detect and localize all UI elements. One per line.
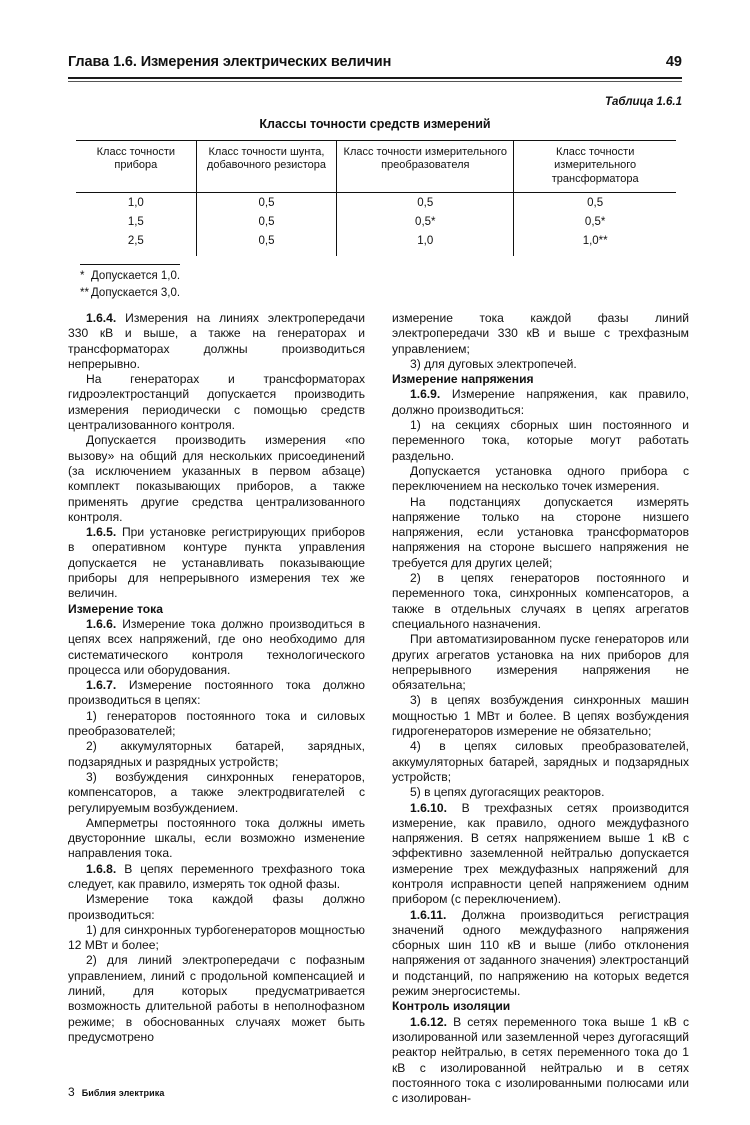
paragraph-single-device: Допускается установка одного прибора с переключением на несколько точек измерения. xyxy=(392,463,689,494)
clause-body: Должна производиться регистрация значений одного междуфазного напряжения сборных шин 110 кВ и выше (либо отклонения напряжения от заданного значения) электростанций и подстанций, по напряжению на которых ведется режим энергосистемы. xyxy=(392,907,689,999)
table-cell: 0,5* xyxy=(337,213,514,232)
table-row xyxy=(76,232,676,256)
list-item-arc-furnaces: 3) для дуговых электропечей. xyxy=(410,356,577,371)
clause-number: 1.6.4. xyxy=(86,311,117,325)
paragraph-1-6-7 xyxy=(68,678,365,709)
header-rule-thin xyxy=(68,81,682,82)
table-header-cell: Класс точности шунта, добавочного резистора xyxy=(196,141,337,193)
list-item-lines: 2) для линий электропередачи с пофазным управлением, линий с продольной компенсацией и линий, для которых предусматривается возможность длительной работы в неполнофазном режиме; в обоснованных случаях может быть предусмотрено xyxy=(68,953,365,1044)
footnote-text: Допускается 1,0. xyxy=(91,270,181,282)
list-item-busbars: 1) на секциях сборных шин постоянного и переменного тока, которые могут работать раздельно. xyxy=(392,418,689,463)
paragraph-continuation: измерение тока каждой фазы линий электропередачи 330 кВ и выше с трехфазным управлением; xyxy=(392,311,689,356)
body-column-right xyxy=(392,311,689,1106)
table-header-cell: Класс точности измерительного преобразователя xyxy=(337,141,514,193)
footnote-item xyxy=(80,285,180,302)
chapter-title: Глава 1.6. Измерения электрических величин xyxy=(68,54,392,70)
footnote-separator-rule xyxy=(80,264,180,265)
signature-number: 3 xyxy=(68,1085,75,1099)
table-cell: 0,5 xyxy=(514,193,676,213)
table-cell: 0,5 xyxy=(196,213,337,232)
section-heading-current-measurement: Измерение тока xyxy=(68,601,163,616)
table-cell: 1,0** xyxy=(514,232,676,256)
table-caption: Таблица 1.6.1 xyxy=(604,96,682,108)
clause-number: 1.6.11. xyxy=(410,907,447,922)
table-cell: 0,5* xyxy=(514,213,676,232)
list-item-reactors: 5) в цепях дугогасящих реакторов. xyxy=(410,785,605,800)
list-item-3: 3) возбуждения синхронных генераторов, компенсаторов, а также электродвигателей с регулируемым возбуждением. xyxy=(68,769,365,815)
clause-number: 1.6.12. xyxy=(410,1014,447,1029)
section-heading-voltage-measurement: Измерение напряжения xyxy=(392,372,534,387)
clause-body: При установке регистрирующих приборов в оперативном контуре пункта управления допускается не устанавливать показывающие приборы для непрерывного измерения тех же величин. xyxy=(68,525,365,601)
table-cell: 1,5 xyxy=(127,216,144,229)
paragraph-on-call: Допускается производить измерения «по вызову» на общий для нескольких присоединений (за исключением указанных в первом абзаце) комплект показывающих приборов, а также применять другие средства централизованного контроля. xyxy=(68,433,365,524)
table-title: Классы точности средств измерений xyxy=(259,117,491,131)
clause-body: Измерение тока должно производиться в цепях всех напряжений, где оно необходимо для систематического контроля технологического процесса или оборудования. xyxy=(68,616,365,677)
table-cell: 0,5 xyxy=(196,193,337,213)
clause-body: Измерение напряжения, как правило, должно производиться: xyxy=(392,387,689,417)
table-cell: 1,0 xyxy=(337,232,514,256)
signature-mark xyxy=(68,1085,164,1099)
clause-number: 1.6.5. xyxy=(86,525,117,540)
table-cell: 0,5 xyxy=(337,193,514,213)
header-rule xyxy=(68,77,682,79)
paragraph-substations: На подстанциях допускается измерять напряжение только на стороне низшего напряжения, если установка трансформаторов напряжения на стороне высшего напряжения не требуется для других целей; xyxy=(392,494,689,570)
table-footnotes xyxy=(80,268,180,303)
paragraph-1-6-6 xyxy=(68,617,365,678)
body-column-left xyxy=(68,311,365,1045)
footnote-marker: * xyxy=(80,270,85,282)
table-header-row xyxy=(76,141,676,193)
clause-body: В сетях переменного тока выше 1 кВ с изолированной или заземленной через дугогасящий реактор нейтралью, в сетях переменного тока до 1 кВ с изолированной нейтралью и в сетях постоянного тока с изолированными полюсами или с изолирован- xyxy=(392,1014,689,1106)
signature-title: Библия электрика xyxy=(81,1088,165,1098)
list-item-1: 1) генераторов постоянного тока и силовых преобразователей; xyxy=(68,708,365,739)
clause-body: Измерение постоянного тока должно производиться в цепях: xyxy=(68,678,365,708)
paragraph-1-6-4 xyxy=(68,311,365,372)
clause-number: 1.6.7. xyxy=(86,678,117,693)
page-number: 49 xyxy=(665,54,682,70)
paragraph-1-6-12 xyxy=(392,1015,689,1107)
table-cell: 1,0 xyxy=(127,196,144,209)
clause-number: 1.6.9. xyxy=(410,387,441,402)
paragraph-1-6-9 xyxy=(392,387,689,418)
clause-body: Измерения на линиях электропередачи 330 кВ и выше, а также на генераторах и трансформаторах должны производиться непрерывно. xyxy=(68,311,365,371)
clause-body: В трехфазных сетях производится измерение, как правило, одного междуфазного напряжения. В сетях напряжением выше 1 кВ с эффективно заземленной нейтралью допускается измерение трех междуфазных напряжений для контроля исправности цепей напряжением одним прибором (с переключением). xyxy=(392,800,689,907)
table-cell: 0,5 xyxy=(196,232,337,256)
clause-body: В цепях переменного трехфазного тока следует, как правило, измерять ток одной фазы. xyxy=(68,861,365,891)
clause-number: 1.6.8. xyxy=(86,861,117,876)
footnote-text: Допускается 3,0. xyxy=(91,287,181,300)
clause-number: 1.6.6. xyxy=(86,616,117,631)
paragraph-1-6-5 xyxy=(68,525,365,601)
paragraph-1-6-8 xyxy=(68,862,365,893)
list-item-2: 2) аккумуляторных батарей, зарядных, подзарядных и разрядных устройств; xyxy=(68,739,365,769)
accuracy-class-table xyxy=(76,140,676,256)
footnote-item xyxy=(80,268,180,285)
paragraph-hydro: На генераторах и трансформаторах гидроэлектростанций допускается производить измерения периодически с помощью средств централизованного контроля. xyxy=(68,372,365,433)
list-item-converters: 4) в цепях силовых преобразователей, аккумуляторных батарей, зарядных и подзарядных устройств; xyxy=(392,739,689,784)
table-row xyxy=(76,193,676,213)
footnote-marker: ** xyxy=(80,287,89,300)
list-item-generators: 2) в цепях генераторов постоянного и переменного тока, синхронных компенсаторов, а также в отдельных случаях в цепях агрегатов специального назначения. xyxy=(392,571,689,631)
paragraph-1-6-11 xyxy=(392,908,689,1000)
list-item-turbo: 1) для синхронных турбогенераторов мощностью 12 МВт и более; xyxy=(68,922,365,953)
list-item-excitation: 3) в цепях возбуждения синхронных машин мощностью 1 МВт и более. В цепях возбуждения гидрогенераторов измерение не обязательно; xyxy=(392,693,689,739)
paragraph-phase-measure: Измерение тока каждой фазы должно производиться: xyxy=(68,892,365,922)
table-row xyxy=(76,213,676,232)
paragraph-1-6-10 xyxy=(392,801,689,908)
clause-number: 1.6.10. xyxy=(410,800,447,815)
table-cell: 2,5 xyxy=(127,235,144,248)
paragraph-ammeters: Амперметры постоянного тока должны иметь двусторонние шкалы, если возможно изменение направления тока. xyxy=(68,815,365,861)
running-head xyxy=(68,54,682,70)
table-header-cell: Класс точности измерительного трансформатора xyxy=(514,141,676,193)
section-heading-insulation-control: Контроль изоляции xyxy=(392,999,511,1014)
paragraph-auto-start: При автоматизированном пуске генераторов или других агрегатов установка на них приборов для непрерывного измерения напряжения не обязательна; xyxy=(392,632,689,693)
table-header-cell: Класс точности прибора xyxy=(76,141,196,193)
